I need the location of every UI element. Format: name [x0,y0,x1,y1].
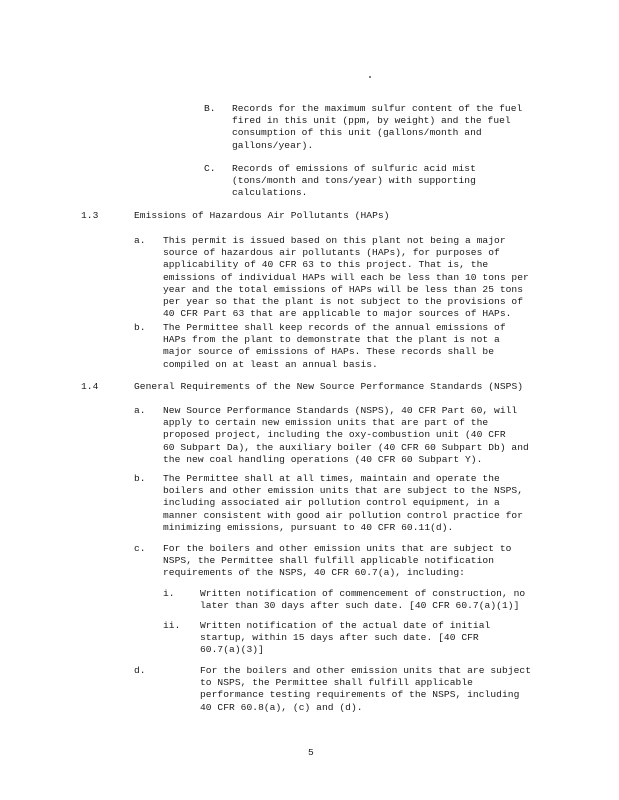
section-1-4-a-text: New Source Performance Standards (NSPS), 40 CFR Part 60, will apply to certain new emission units that are part of the proposed project, including the oxy-combustion unit (40 CFR 60 Subpart Da), the auxiliary boiler (40 CFR 60 Subpart Db) and the new coal handling operations (40 CFR 60 Subpart Y). [163,405,529,465]
item-c-text: Records of emissions of sulfuric acid mist (tons/month and tons/year) with supporting calculations. [232,163,476,199]
section-1-4-c-i-text: Written notification of commencement of construction, no later than 30 days after such date. [40 CFR 60.7(a)(1)] [200,588,526,612]
item-b-label: B. [204,103,216,114]
section-1-3-b-text: The Permittee shall keep records of the annual emissions of HAPs from the plant to demonstrate that the plant is not a major source of emissions of HAPs. These records shall be compiled on at least an annual basis. [163,322,506,370]
section-1-4-number: 1.4 [81,381,99,392]
section-1-4-c-ii-text: Written notification of the actual date of initial startup, within 15 days after such date. [40 CFR 60.7(a)(3)] [200,620,491,656]
section-1-4-d-label: d. [134,665,146,676]
section-1-4-heading: General Requirements of the New Source Performance Standards (NSPS) [134,381,524,392]
section-1-4-b-label: b. [134,473,146,484]
item-b-text: Records for the maximum sulfur content of the fuel fired in this unit (ppm, by weight) and the fuel consumption of this unit (gallons/month and gallons/year). [232,103,523,151]
section-1-4-a-label: a. [134,405,146,416]
scan-speck [369,76,371,78]
section-1-4-c-i-label: i. [163,588,175,599]
section-1-3-a-label: a. [134,235,146,246]
section-1-3-number: 1.3 [81,210,99,221]
section-1-4-c-text: For the boilers and other emission units that are subject to NSPS, the Permittee shall fulfill applicable notification requirements of the NSPS, 40 CFR 60.7(a), including: [163,543,512,579]
section-1-4-d-text: For the boilers and other emission units that are subject to NSPS, the Permittee shall fulfill applicable performance testing requirements of the NSPS, including 40 CFR 60.8(a), (c) and (d). [200,665,532,713]
section-1-3-a-text: This permit is issued based on this plant not being a major source of hazardous air pollutants (HAPs), for purposes of applicability of 40 CFR 63 to this project. That is, the emissions of individual HAPs will each be less than 10 tons per year and the total emissions of HAPs will be less than 25 tons per year so that the plant is not subject to the provisions of 40 CFR Part 63 that are applicable to major sources of HAPs. [163,235,529,320]
page-number: 5 [308,747,314,758]
section-1-4-c-ii-label: ii. [163,620,181,631]
section-1-3-b-label: b. [134,322,146,333]
section-1-4-b-text: The Permittee shall at all times, maintain and operate the boilers and other emission units that are subject to the NSPS, including associated air pollution control equipment, in a manner consistent with good air pollution control practice for minimizing emissions, pursuant to 40 CFR 60.11(d). [163,473,524,533]
section-1-4-c-label: c. [134,543,146,554]
item-c-label: C. [204,163,216,174]
section-1-3-heading: Emissions of Hazardous Air Pollutants (HAPs) [134,210,390,221]
